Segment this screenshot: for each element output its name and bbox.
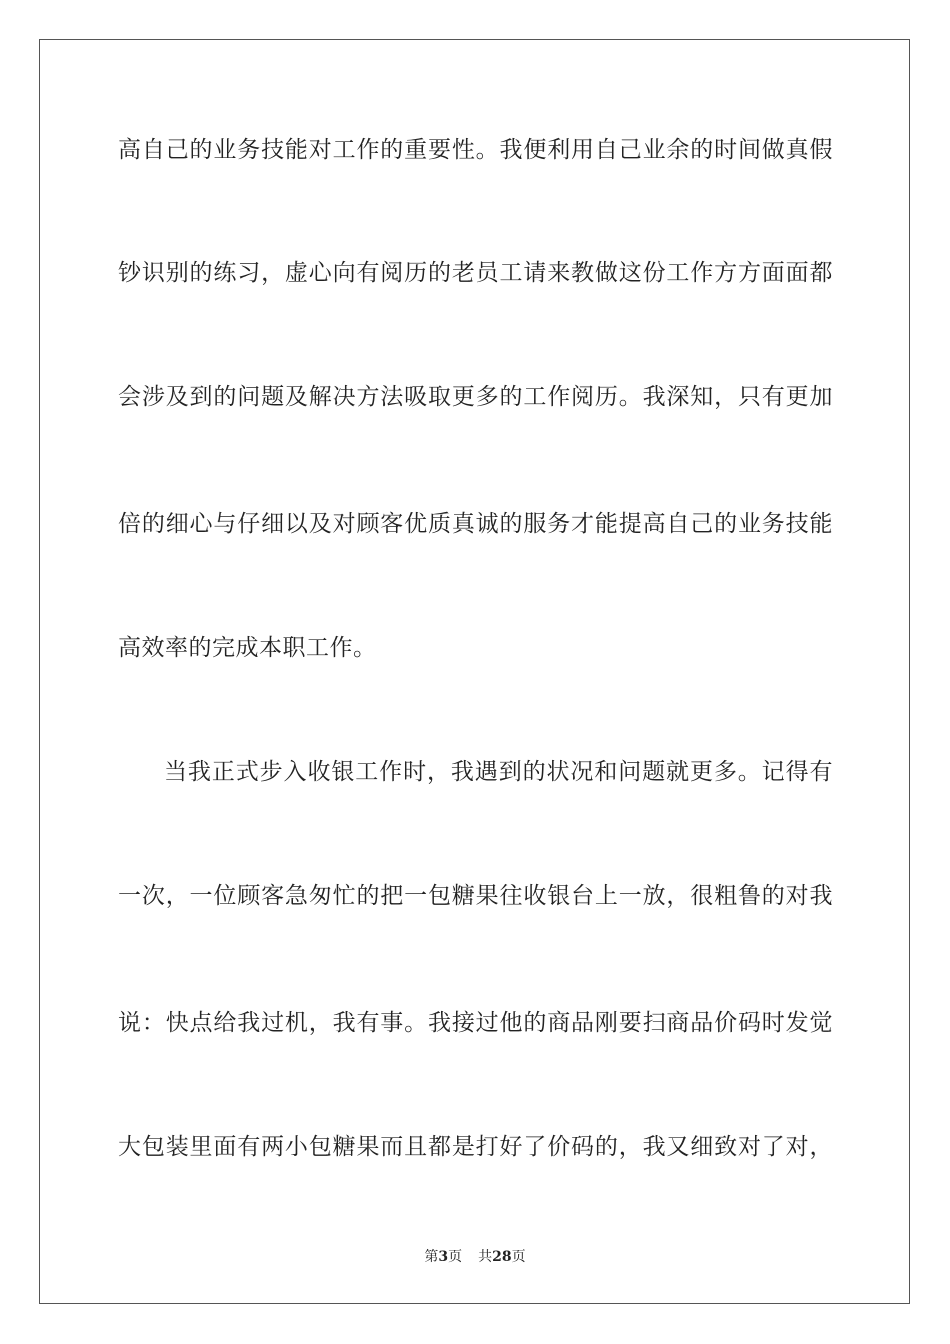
- paragraph-line: 当我正式步入收银工作时，我遇到的状况和问题就更多。记得有: [164, 759, 833, 785]
- paragraph-line: 钞识别的练习，虚心向有阅历的老员工请来教做这份工作方方面面都: [118, 260, 833, 286]
- page-prefix: 第: [424, 1249, 439, 1265]
- paragraph-line: 说：快点给我过机，我有事。我接过他的商品刚要扫商品价码时发觉: [118, 1010, 833, 1036]
- paragraph-line: 会涉及到的问题及解决方法吸取更多的工作阅历。我深知，只有更加: [118, 384, 833, 410]
- paragraph-line: 倍的细心与仔细以及对顾客优质真诚的服务才能提高自己的业务技能: [118, 511, 833, 537]
- page-footer: [0, 1247, 950, 1267]
- paragraph-line: 一次，一位顾客急匆忙的把一包糖果往收银台上一放，很粗鲁的对我: [118, 883, 833, 909]
- page-border: [39, 39, 910, 1304]
- paragraph-line: 大包装里面有两小包糖果而且都是打好了价码的，我又细致对了对，: [118, 1134, 833, 1160]
- paragraph-line: 高自己的业务技能对工作的重要性。我便利用自己业余的时间做真假: [118, 137, 833, 163]
- page-suffix: 页: [448, 1249, 463, 1265]
- current-page-number: 3: [438, 1249, 449, 1265]
- paragraph-line: 高效率的完成本职工作。: [118, 635, 377, 661]
- total-prefix: 共: [478, 1249, 493, 1265]
- total-page-count: 28: [492, 1249, 512, 1265]
- total-suffix: 页: [511, 1249, 526, 1265]
